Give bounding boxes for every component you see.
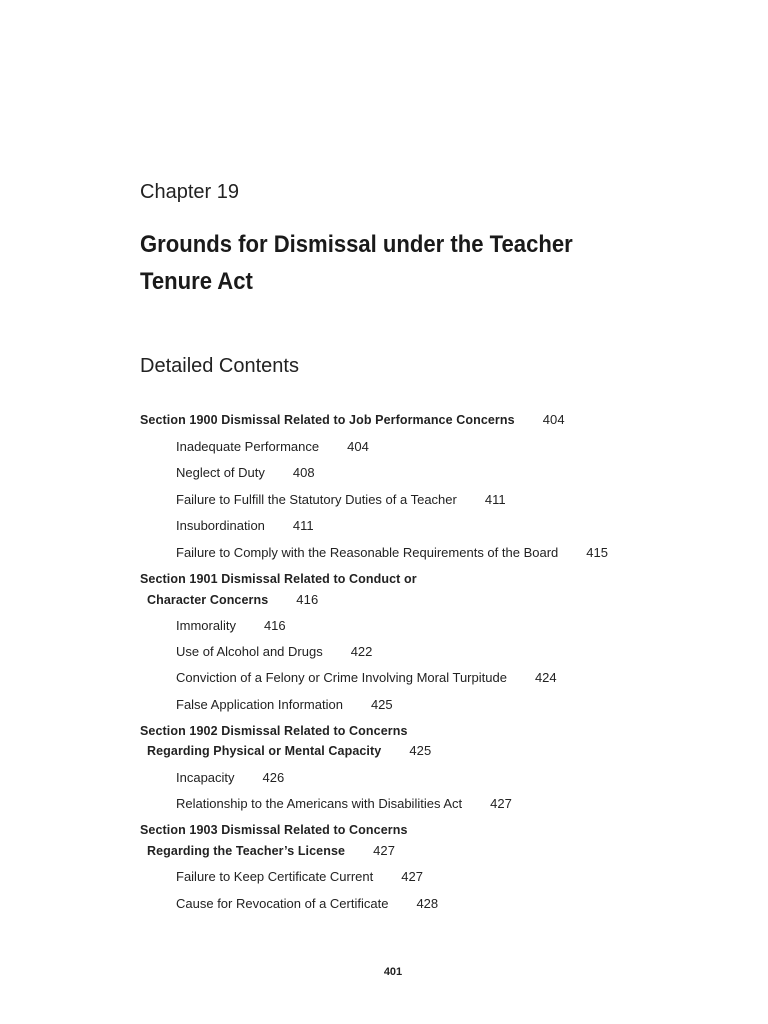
toc-section-1901-line1[interactable] bbox=[140, 570, 417, 588]
toc-page-number: 422 bbox=[350, 644, 373, 659]
toc-page-number: 425 bbox=[409, 743, 432, 758]
toc-item-title: Failure to Fulfill the Statutory Duties of a Teacher bbox=[176, 492, 457, 507]
toc-section-1900[interactable] bbox=[140, 411, 565, 429]
toc-item-title: Insubordination bbox=[176, 518, 265, 533]
toc-section-title: Section 1900 Dismissal Related to Job Performance Concerns bbox=[140, 413, 515, 427]
contents-heading: Detailed Contents bbox=[140, 355, 299, 377]
toc-item-title: False Application Information bbox=[176, 697, 343, 712]
toc-page-number: 427 bbox=[373, 843, 396, 858]
toc-page-number: 426 bbox=[262, 770, 285, 785]
toc-page-number: 416 bbox=[296, 592, 319, 607]
toc-item-title: Conviction of a Felony or Crime Involving Moral Turpitude bbox=[176, 670, 507, 685]
toc-page-number: 425 bbox=[370, 697, 393, 712]
toc-item-title: Neglect of Duty bbox=[176, 465, 265, 480]
toc-page-number: 428 bbox=[416, 896, 439, 911]
toc-item[interactable] bbox=[176, 544, 608, 562]
toc-section-1901-line2[interactable] bbox=[147, 591, 318, 609]
toc-section-title-continued: Character Concerns bbox=[147, 593, 269, 607]
toc-item-title: Immorality bbox=[176, 618, 236, 633]
toc-item[interactable] bbox=[176, 769, 284, 787]
toc-section-title: Section 1901 Dismissal Related to Conduct or bbox=[140, 572, 417, 586]
toc-page-number: 404 bbox=[542, 412, 565, 427]
toc-item-title: Inadequate Performance bbox=[176, 439, 320, 454]
toc-section-1902-line2[interactable] bbox=[147, 742, 431, 760]
toc-item[interactable] bbox=[176, 696, 393, 714]
toc-item-title: Relationship to the Americans with Disabilities Act bbox=[176, 796, 463, 811]
toc-item[interactable] bbox=[176, 464, 315, 482]
chapter-title: Grounds for Dismissal under the Teacher Tenure Act bbox=[140, 231, 573, 295]
toc-section-1903-line2[interactable] bbox=[147, 842, 395, 860]
toc-page-number: 411 bbox=[292, 518, 314, 533]
toc-page-number: 416 bbox=[263, 618, 286, 633]
toc-item-title: Use of Alcohol and Drugs bbox=[176, 644, 323, 659]
toc-item[interactable] bbox=[176, 895, 438, 913]
toc-item-title: Failure to Comply with the Reasonable Requirements of the Board bbox=[176, 545, 559, 560]
toc-item[interactable] bbox=[176, 643, 372, 661]
toc-page-number: 408 bbox=[292, 465, 315, 480]
toc-section-title-continued: Regarding the Teacher’s License bbox=[147, 844, 346, 858]
toc-page-number: 424 bbox=[534, 670, 557, 685]
toc-item[interactable] bbox=[176, 491, 506, 509]
toc-item-title: Incapacity bbox=[176, 770, 235, 785]
toc-item[interactable] bbox=[176, 438, 369, 456]
toc-item[interactable] bbox=[176, 795, 512, 813]
toc-section-title-continued: Regarding Physical or Mental Capacity bbox=[147, 744, 382, 758]
toc-item[interactable] bbox=[176, 868, 423, 886]
toc-page-number: 404 bbox=[347, 439, 369, 454]
toc-section-1902-line1[interactable] bbox=[140, 722, 408, 740]
toc-item-title: Failure to Keep Certificate Current bbox=[176, 869, 374, 884]
toc-item[interactable] bbox=[176, 517, 314, 535]
toc-page-number: 411 bbox=[484, 492, 506, 507]
toc-section-title: Section 1903 Dismissal Related to Concerns bbox=[140, 823, 408, 837]
chapter-label: Chapter 19 bbox=[140, 181, 239, 203]
page-number: 401 bbox=[383, 966, 403, 978]
toc-item-title: Cause for Revocation of a Certificate bbox=[176, 896, 389, 911]
toc-section-title: Section 1902 Dismissal Related to Concerns bbox=[140, 724, 408, 738]
toc-item[interactable] bbox=[176, 617, 286, 635]
toc-section-1903-line1[interactable] bbox=[140, 821, 408, 839]
toc-page-number: 415 bbox=[586, 545, 608, 560]
toc-item[interactable] bbox=[176, 669, 557, 687]
toc-page-number: 427 bbox=[490, 796, 512, 811]
toc-page-number: 427 bbox=[401, 869, 423, 884]
